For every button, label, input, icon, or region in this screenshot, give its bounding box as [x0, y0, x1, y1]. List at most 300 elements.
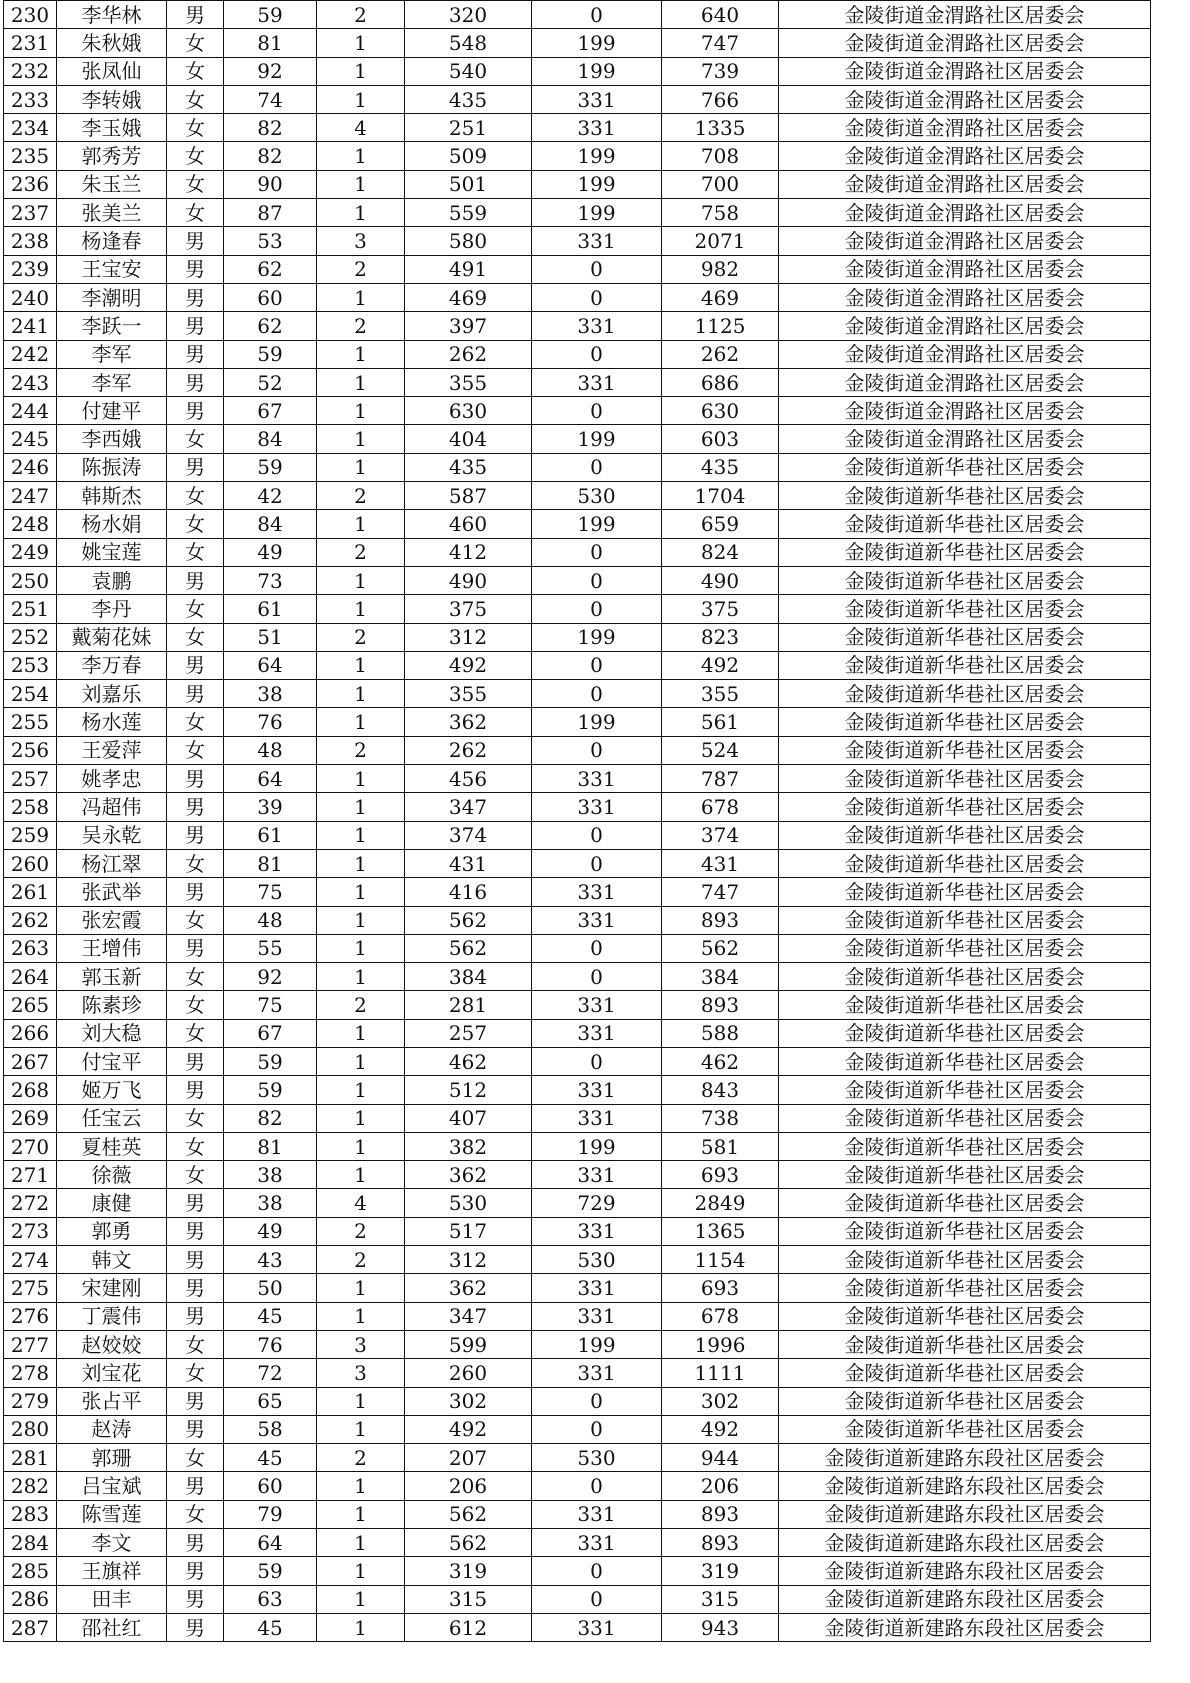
person-name-cell: 杨水莲	[57, 708, 167, 736]
table-row	[4, 1472, 1151, 1500]
community-committee-cell: 金陵街道新华巷社区居委会	[779, 1217, 1151, 1245]
subsidy-amount-cell: 0	[532, 397, 662, 425]
total-amount-cell: 1154	[662, 1246, 779, 1274]
household-size-cell: 1	[317, 1076, 405, 1104]
community-committee-cell: 金陵街道新建路东段社区居委会	[779, 1444, 1151, 1472]
subsidy-amount-cell: 331	[532, 312, 662, 340]
household-size-cell: 1	[317, 566, 405, 594]
total-amount-cell: 1335	[662, 114, 779, 142]
gender-cell: 男	[167, 1, 224, 29]
gender-cell: 男	[167, 1529, 224, 1557]
gender-cell: 女	[167, 199, 224, 227]
base-amount-cell: 580	[405, 227, 532, 255]
row-number-cell: 274	[4, 1246, 57, 1274]
community-committee-cell: 金陵街道新建路东段社区居委会	[779, 1585, 1151, 1613]
household-size-cell: 1	[317, 651, 405, 679]
age-cell: 81	[224, 29, 317, 57]
base-amount-cell: 456	[405, 765, 532, 793]
person-name-cell: 陈雪莲	[57, 1500, 167, 1528]
person-name-cell: 戴菊花妹	[57, 623, 167, 651]
household-size-cell: 2	[317, 312, 405, 340]
total-amount-cell: 787	[662, 765, 779, 793]
table-row	[4, 651, 1151, 679]
age-cell: 43	[224, 1246, 317, 1274]
subsidy-amount-cell: 199	[532, 510, 662, 538]
person-name-cell: 宋建刚	[57, 1274, 167, 1302]
community-committee-cell: 金陵街道新建路东段社区居委会	[779, 1613, 1151, 1641]
base-amount-cell: 384	[405, 963, 532, 991]
total-amount-cell: 603	[662, 425, 779, 453]
subsidy-amount-cell: 331	[532, 1217, 662, 1245]
community-committee-cell: 金陵街道新华巷社区居委会	[779, 821, 1151, 849]
gender-cell: 男	[167, 312, 224, 340]
total-amount-cell: 700	[662, 170, 779, 198]
age-cell: 67	[224, 397, 317, 425]
subsidy-amount-cell: 0	[532, 680, 662, 708]
community-committee-cell: 金陵街道新华巷社区居委会	[779, 1104, 1151, 1132]
household-size-cell: 1	[317, 963, 405, 991]
person-name-cell: 姚宝莲	[57, 538, 167, 566]
person-name-cell: 夏桂英	[57, 1132, 167, 1160]
person-name-cell: 付宝平	[57, 1047, 167, 1075]
table-row	[4, 623, 1151, 651]
person-name-cell: 康健	[57, 1189, 167, 1217]
table-row	[4, 29, 1151, 57]
community-committee-cell: 金陵街道新华巷社区居委会	[779, 736, 1151, 764]
community-committee-cell: 金陵街道新华巷社区居委会	[779, 793, 1151, 821]
total-amount-cell: 823	[662, 623, 779, 651]
age-cell: 87	[224, 199, 317, 227]
row-number-cell: 262	[4, 906, 57, 934]
gender-cell: 女	[167, 991, 224, 1019]
age-cell: 49	[224, 538, 317, 566]
community-committee-cell: 金陵街道新建路东段社区居委会	[779, 1500, 1151, 1528]
community-committee-cell: 金陵街道新华巷社区居委会	[779, 1076, 1151, 1104]
community-committee-cell: 金陵街道金渭路社区居委会	[779, 397, 1151, 425]
subsidy-amount-cell: 530	[532, 482, 662, 510]
community-committee-cell: 金陵街道新华巷社区居委会	[779, 1302, 1151, 1330]
base-amount-cell: 412	[405, 538, 532, 566]
age-cell: 53	[224, 227, 317, 255]
total-amount-cell: 738	[662, 1104, 779, 1132]
base-amount-cell: 562	[405, 906, 532, 934]
total-amount-cell: 893	[662, 906, 779, 934]
person-name-cell: 韩斯杰	[57, 482, 167, 510]
community-committee-cell: 金陵街道新华巷社区居委会	[779, 1047, 1151, 1075]
gender-cell: 男	[167, 934, 224, 962]
roster-body	[4, 1, 1151, 1642]
subsidy-amount-cell: 199	[532, 170, 662, 198]
gender-cell: 女	[167, 595, 224, 623]
subsidy-amount-cell: 0	[532, 595, 662, 623]
household-size-cell: 1	[317, 1585, 405, 1613]
base-amount-cell: 312	[405, 623, 532, 651]
age-cell: 59	[224, 453, 317, 481]
person-name-cell: 姚孝忠	[57, 765, 167, 793]
person-name-cell: 张武举	[57, 878, 167, 906]
total-amount-cell: 1704	[662, 482, 779, 510]
row-number-cell: 253	[4, 651, 57, 679]
table-row	[4, 368, 1151, 396]
community-committee-cell: 金陵街道金渭路社区居委会	[779, 170, 1151, 198]
gender-cell: 男	[167, 651, 224, 679]
person-name-cell: 赵涛	[57, 1415, 167, 1443]
total-amount-cell: 588	[662, 1019, 779, 1047]
household-size-cell: 1	[317, 1274, 405, 1302]
gender-cell: 女	[167, 1444, 224, 1472]
household-size-cell: 1	[317, 1104, 405, 1132]
table-row	[4, 1161, 1151, 1189]
table-row	[4, 1132, 1151, 1160]
gender-cell: 女	[167, 1019, 224, 1047]
age-cell: 59	[224, 1076, 317, 1104]
person-name-cell: 李跃一	[57, 312, 167, 340]
community-committee-cell: 金陵街道新建路东段社区居委会	[779, 1557, 1151, 1585]
gender-cell: 男	[167, 1302, 224, 1330]
person-name-cell: 韩文	[57, 1246, 167, 1274]
base-amount-cell: 312	[405, 1246, 532, 1274]
gender-cell: 男	[167, 1189, 224, 1217]
community-committee-cell: 金陵街道新华巷社区居委会	[779, 765, 1151, 793]
gender-cell: 女	[167, 708, 224, 736]
table-row	[4, 765, 1151, 793]
base-amount-cell: 630	[405, 397, 532, 425]
total-amount-cell: 747	[662, 29, 779, 57]
subsidy-amount-cell: 331	[532, 1161, 662, 1189]
community-committee-cell: 金陵街道新华巷社区居委会	[779, 623, 1151, 651]
total-amount-cell: 374	[662, 821, 779, 849]
gender-cell: 女	[167, 623, 224, 651]
person-name-cell: 丁震伟	[57, 1302, 167, 1330]
household-size-cell: 1	[317, 1557, 405, 1585]
gender-cell: 男	[167, 1387, 224, 1415]
person-name-cell: 田丰	[57, 1585, 167, 1613]
table-row	[4, 283, 1151, 311]
person-name-cell: 李文	[57, 1529, 167, 1557]
person-name-cell: 吕宝斌	[57, 1472, 167, 1500]
base-amount-cell: 302	[405, 1387, 532, 1415]
subsidy-amount-cell: 0	[532, 651, 662, 679]
gender-cell: 女	[167, 85, 224, 113]
household-size-cell: 3	[317, 1330, 405, 1358]
row-number-cell: 258	[4, 793, 57, 821]
base-amount-cell: 362	[405, 708, 532, 736]
gender-cell: 男	[167, 397, 224, 425]
base-amount-cell: 374	[405, 821, 532, 849]
age-cell: 45	[224, 1444, 317, 1472]
community-committee-cell: 金陵街道新华巷社区居委会	[779, 510, 1151, 538]
subsidy-amount-cell: 0	[532, 538, 662, 566]
gender-cell: 男	[167, 453, 224, 481]
gender-cell: 男	[167, 1557, 224, 1585]
community-committee-cell: 金陵街道金渭路社区居委会	[779, 57, 1151, 85]
community-committee-cell: 金陵街道新华巷社区居委会	[779, 878, 1151, 906]
household-size-cell: 2	[317, 1246, 405, 1274]
table-row	[4, 1585, 1151, 1613]
person-name-cell: 陈素珍	[57, 991, 167, 1019]
total-amount-cell: 766	[662, 85, 779, 113]
subsidy-amount-cell: 331	[532, 878, 662, 906]
person-name-cell: 刘宝花	[57, 1359, 167, 1387]
community-committee-cell: 金陵街道金渭路社区居委会	[779, 142, 1151, 170]
person-name-cell: 郭珊	[57, 1444, 167, 1472]
person-name-cell: 李玉娥	[57, 114, 167, 142]
age-cell: 59	[224, 1047, 317, 1075]
base-amount-cell: 599	[405, 1330, 532, 1358]
base-amount-cell: 362	[405, 1161, 532, 1189]
community-committee-cell: 金陵街道新华巷社区居委会	[779, 1161, 1151, 1189]
age-cell: 45	[224, 1302, 317, 1330]
household-size-cell: 1	[317, 425, 405, 453]
table-row	[4, 821, 1151, 849]
gender-cell: 男	[167, 227, 224, 255]
row-number-cell: 273	[4, 1217, 57, 1245]
age-cell: 38	[224, 680, 317, 708]
community-committee-cell: 金陵街道新华巷社区居委会	[779, 1019, 1151, 1047]
row-number-cell: 234	[4, 114, 57, 142]
subsidy-amount-cell: 0	[532, 255, 662, 283]
total-amount-cell: 2849	[662, 1189, 779, 1217]
person-name-cell: 李转娥	[57, 85, 167, 113]
table-row	[4, 85, 1151, 113]
row-number-cell: 243	[4, 368, 57, 396]
household-size-cell: 1	[317, 340, 405, 368]
base-amount-cell: 407	[405, 1104, 532, 1132]
row-number-cell: 252	[4, 623, 57, 651]
table-row	[4, 57, 1151, 85]
subsidy-amount-cell: 331	[532, 765, 662, 793]
person-name-cell: 袁鹏	[57, 566, 167, 594]
table-row	[4, 566, 1151, 594]
subsidy-amount-cell: 199	[532, 199, 662, 227]
total-amount-cell: 893	[662, 991, 779, 1019]
person-name-cell: 邵社红	[57, 1613, 167, 1641]
subsidy-amount-cell: 331	[532, 1359, 662, 1387]
person-name-cell: 李潮明	[57, 283, 167, 311]
subsidy-amount-cell: 331	[532, 1076, 662, 1104]
household-size-cell: 1	[317, 1302, 405, 1330]
household-size-cell: 1	[317, 934, 405, 962]
base-amount-cell: 492	[405, 1415, 532, 1443]
table-row	[4, 482, 1151, 510]
table-row	[4, 199, 1151, 227]
subsidy-amount-cell: 199	[532, 142, 662, 170]
gender-cell: 女	[167, 906, 224, 934]
row-number-cell: 275	[4, 1274, 57, 1302]
subsidy-amount-cell: 331	[532, 85, 662, 113]
base-amount-cell: 491	[405, 255, 532, 283]
total-amount-cell: 630	[662, 397, 779, 425]
household-size-cell: 1	[317, 1529, 405, 1557]
person-name-cell: 郭玉新	[57, 963, 167, 991]
gender-cell: 男	[167, 821, 224, 849]
subsidy-amount-cell: 0	[532, 736, 662, 764]
person-name-cell: 刘大稳	[57, 1019, 167, 1047]
person-name-cell: 冯超伟	[57, 793, 167, 821]
community-committee-cell: 金陵街道金渭路社区居委会	[779, 199, 1151, 227]
age-cell: 59	[224, 1557, 317, 1585]
subsidy-amount-cell: 331	[532, 1500, 662, 1528]
table-row	[4, 906, 1151, 934]
gender-cell: 男	[167, 1217, 224, 1245]
row-number-cell: 264	[4, 963, 57, 991]
gender-cell: 女	[167, 425, 224, 453]
table-row	[4, 1019, 1151, 1047]
age-cell: 90	[224, 170, 317, 198]
base-amount-cell: 490	[405, 566, 532, 594]
household-size-cell: 2	[317, 623, 405, 651]
subsidy-amount-cell: 199	[532, 29, 662, 57]
household-size-cell: 3	[317, 1359, 405, 1387]
table-row	[4, 1, 1151, 29]
total-amount-cell: 206	[662, 1472, 779, 1500]
base-amount-cell: 469	[405, 283, 532, 311]
gender-cell: 男	[167, 283, 224, 311]
total-amount-cell: 640	[662, 1, 779, 29]
community-committee-cell: 金陵街道新建路东段社区居委会	[779, 1529, 1151, 1557]
row-number-cell: 242	[4, 340, 57, 368]
base-amount-cell: 206	[405, 1472, 532, 1500]
subsidy-amount-cell: 0	[532, 1387, 662, 1415]
person-name-cell: 赵姣姣	[57, 1330, 167, 1358]
household-size-cell: 1	[317, 1613, 405, 1641]
total-amount-cell: 678	[662, 1302, 779, 1330]
total-amount-cell: 262	[662, 340, 779, 368]
person-name-cell: 杨逢春	[57, 227, 167, 255]
table-row	[4, 142, 1151, 170]
row-number-cell: 237	[4, 199, 57, 227]
household-size-cell: 1	[317, 906, 405, 934]
household-size-cell: 2	[317, 482, 405, 510]
row-number-cell: 284	[4, 1529, 57, 1557]
household-size-cell: 2	[317, 991, 405, 1019]
household-size-cell: 1	[317, 199, 405, 227]
community-committee-cell: 金陵街道金渭路社区居委会	[779, 312, 1151, 340]
table-row	[4, 991, 1151, 1019]
total-amount-cell: 943	[662, 1613, 779, 1641]
base-amount-cell: 587	[405, 482, 532, 510]
gender-cell: 男	[167, 1246, 224, 1274]
household-size-cell: 1	[317, 57, 405, 85]
household-size-cell: 4	[317, 114, 405, 142]
gender-cell: 男	[167, 1076, 224, 1104]
person-name-cell: 任宝云	[57, 1104, 167, 1132]
gender-cell: 男	[167, 566, 224, 594]
household-size-cell: 1	[317, 821, 405, 849]
row-number-cell: 281	[4, 1444, 57, 1472]
household-size-cell: 1	[317, 29, 405, 57]
base-amount-cell: 251	[405, 114, 532, 142]
base-amount-cell: 462	[405, 1047, 532, 1075]
base-amount-cell: 315	[405, 1585, 532, 1613]
row-number-cell: 230	[4, 1, 57, 29]
person-name-cell: 付建平	[57, 397, 167, 425]
base-amount-cell: 509	[405, 142, 532, 170]
base-amount-cell: 492	[405, 651, 532, 679]
row-number-cell: 286	[4, 1585, 57, 1613]
household-size-cell: 1	[317, 510, 405, 538]
gender-cell: 女	[167, 736, 224, 764]
total-amount-cell: 1125	[662, 312, 779, 340]
total-amount-cell: 1365	[662, 1217, 779, 1245]
table-row	[4, 736, 1151, 764]
table-row	[4, 793, 1151, 821]
table-row	[4, 1104, 1151, 1132]
total-amount-cell: 562	[662, 934, 779, 962]
row-number-cell: 283	[4, 1500, 57, 1528]
person-name-cell: 张宏霞	[57, 906, 167, 934]
row-number-cell: 247	[4, 482, 57, 510]
total-amount-cell: 355	[662, 680, 779, 708]
community-committee-cell: 金陵街道金渭路社区居委会	[779, 283, 1151, 311]
community-committee-cell: 金陵街道新华巷社区居委会	[779, 1189, 1151, 1217]
gender-cell: 女	[167, 849, 224, 877]
age-cell: 75	[224, 991, 317, 1019]
household-size-cell: 3	[317, 227, 405, 255]
household-size-cell: 1	[317, 793, 405, 821]
gender-cell: 男	[167, 793, 224, 821]
base-amount-cell: 416	[405, 878, 532, 906]
total-amount-cell: 659	[662, 510, 779, 538]
table-row	[4, 1359, 1151, 1387]
age-cell: 59	[224, 340, 317, 368]
subsidy-amount-cell: 331	[532, 793, 662, 821]
row-number-cell: 276	[4, 1302, 57, 1330]
subsidy-amount-cell: 331	[532, 991, 662, 1019]
person-name-cell: 王爱萍	[57, 736, 167, 764]
household-size-cell: 1	[317, 680, 405, 708]
total-amount-cell: 561	[662, 708, 779, 736]
row-number-cell: 241	[4, 312, 57, 340]
base-amount-cell: 612	[405, 1613, 532, 1641]
age-cell: 74	[224, 85, 317, 113]
table-row	[4, 1387, 1151, 1415]
base-amount-cell: 517	[405, 1217, 532, 1245]
person-name-cell: 王宝安	[57, 255, 167, 283]
community-committee-cell: 金陵街道新华巷社区居委会	[779, 453, 1151, 481]
table-row	[4, 1189, 1151, 1217]
base-amount-cell: 382	[405, 1132, 532, 1160]
row-number-cell: 256	[4, 736, 57, 764]
table-row	[4, 453, 1151, 481]
subsidy-amount-cell: 0	[532, 453, 662, 481]
gender-cell: 男	[167, 255, 224, 283]
age-cell: 67	[224, 1019, 317, 1047]
table-row	[4, 170, 1151, 198]
total-amount-cell: 1996	[662, 1330, 779, 1358]
subsidy-amount-cell: 0	[532, 1415, 662, 1443]
community-committee-cell: 金陵街道新华巷社区居委会	[779, 849, 1151, 877]
total-amount-cell: 693	[662, 1274, 779, 1302]
age-cell: 65	[224, 1387, 317, 1415]
base-amount-cell: 262	[405, 736, 532, 764]
row-number-cell: 261	[4, 878, 57, 906]
community-committee-cell: 金陵街道新华巷社区居委会	[779, 906, 1151, 934]
age-cell: 60	[224, 283, 317, 311]
age-cell: 39	[224, 793, 317, 821]
subsidy-amount-cell: 331	[532, 1274, 662, 1302]
table-row	[4, 1557, 1151, 1585]
community-committee-cell: 金陵街道新华巷社区居委会	[779, 1415, 1151, 1443]
gender-cell: 女	[167, 114, 224, 142]
age-cell: 72	[224, 1359, 317, 1387]
base-amount-cell: 512	[405, 1076, 532, 1104]
table-row	[4, 340, 1151, 368]
subsidy-amount-cell: 331	[532, 114, 662, 142]
subsidy-amount-cell: 331	[532, 1529, 662, 1557]
community-committee-cell: 金陵街道新华巷社区居委会	[779, 1330, 1151, 1358]
gender-cell: 女	[167, 538, 224, 566]
